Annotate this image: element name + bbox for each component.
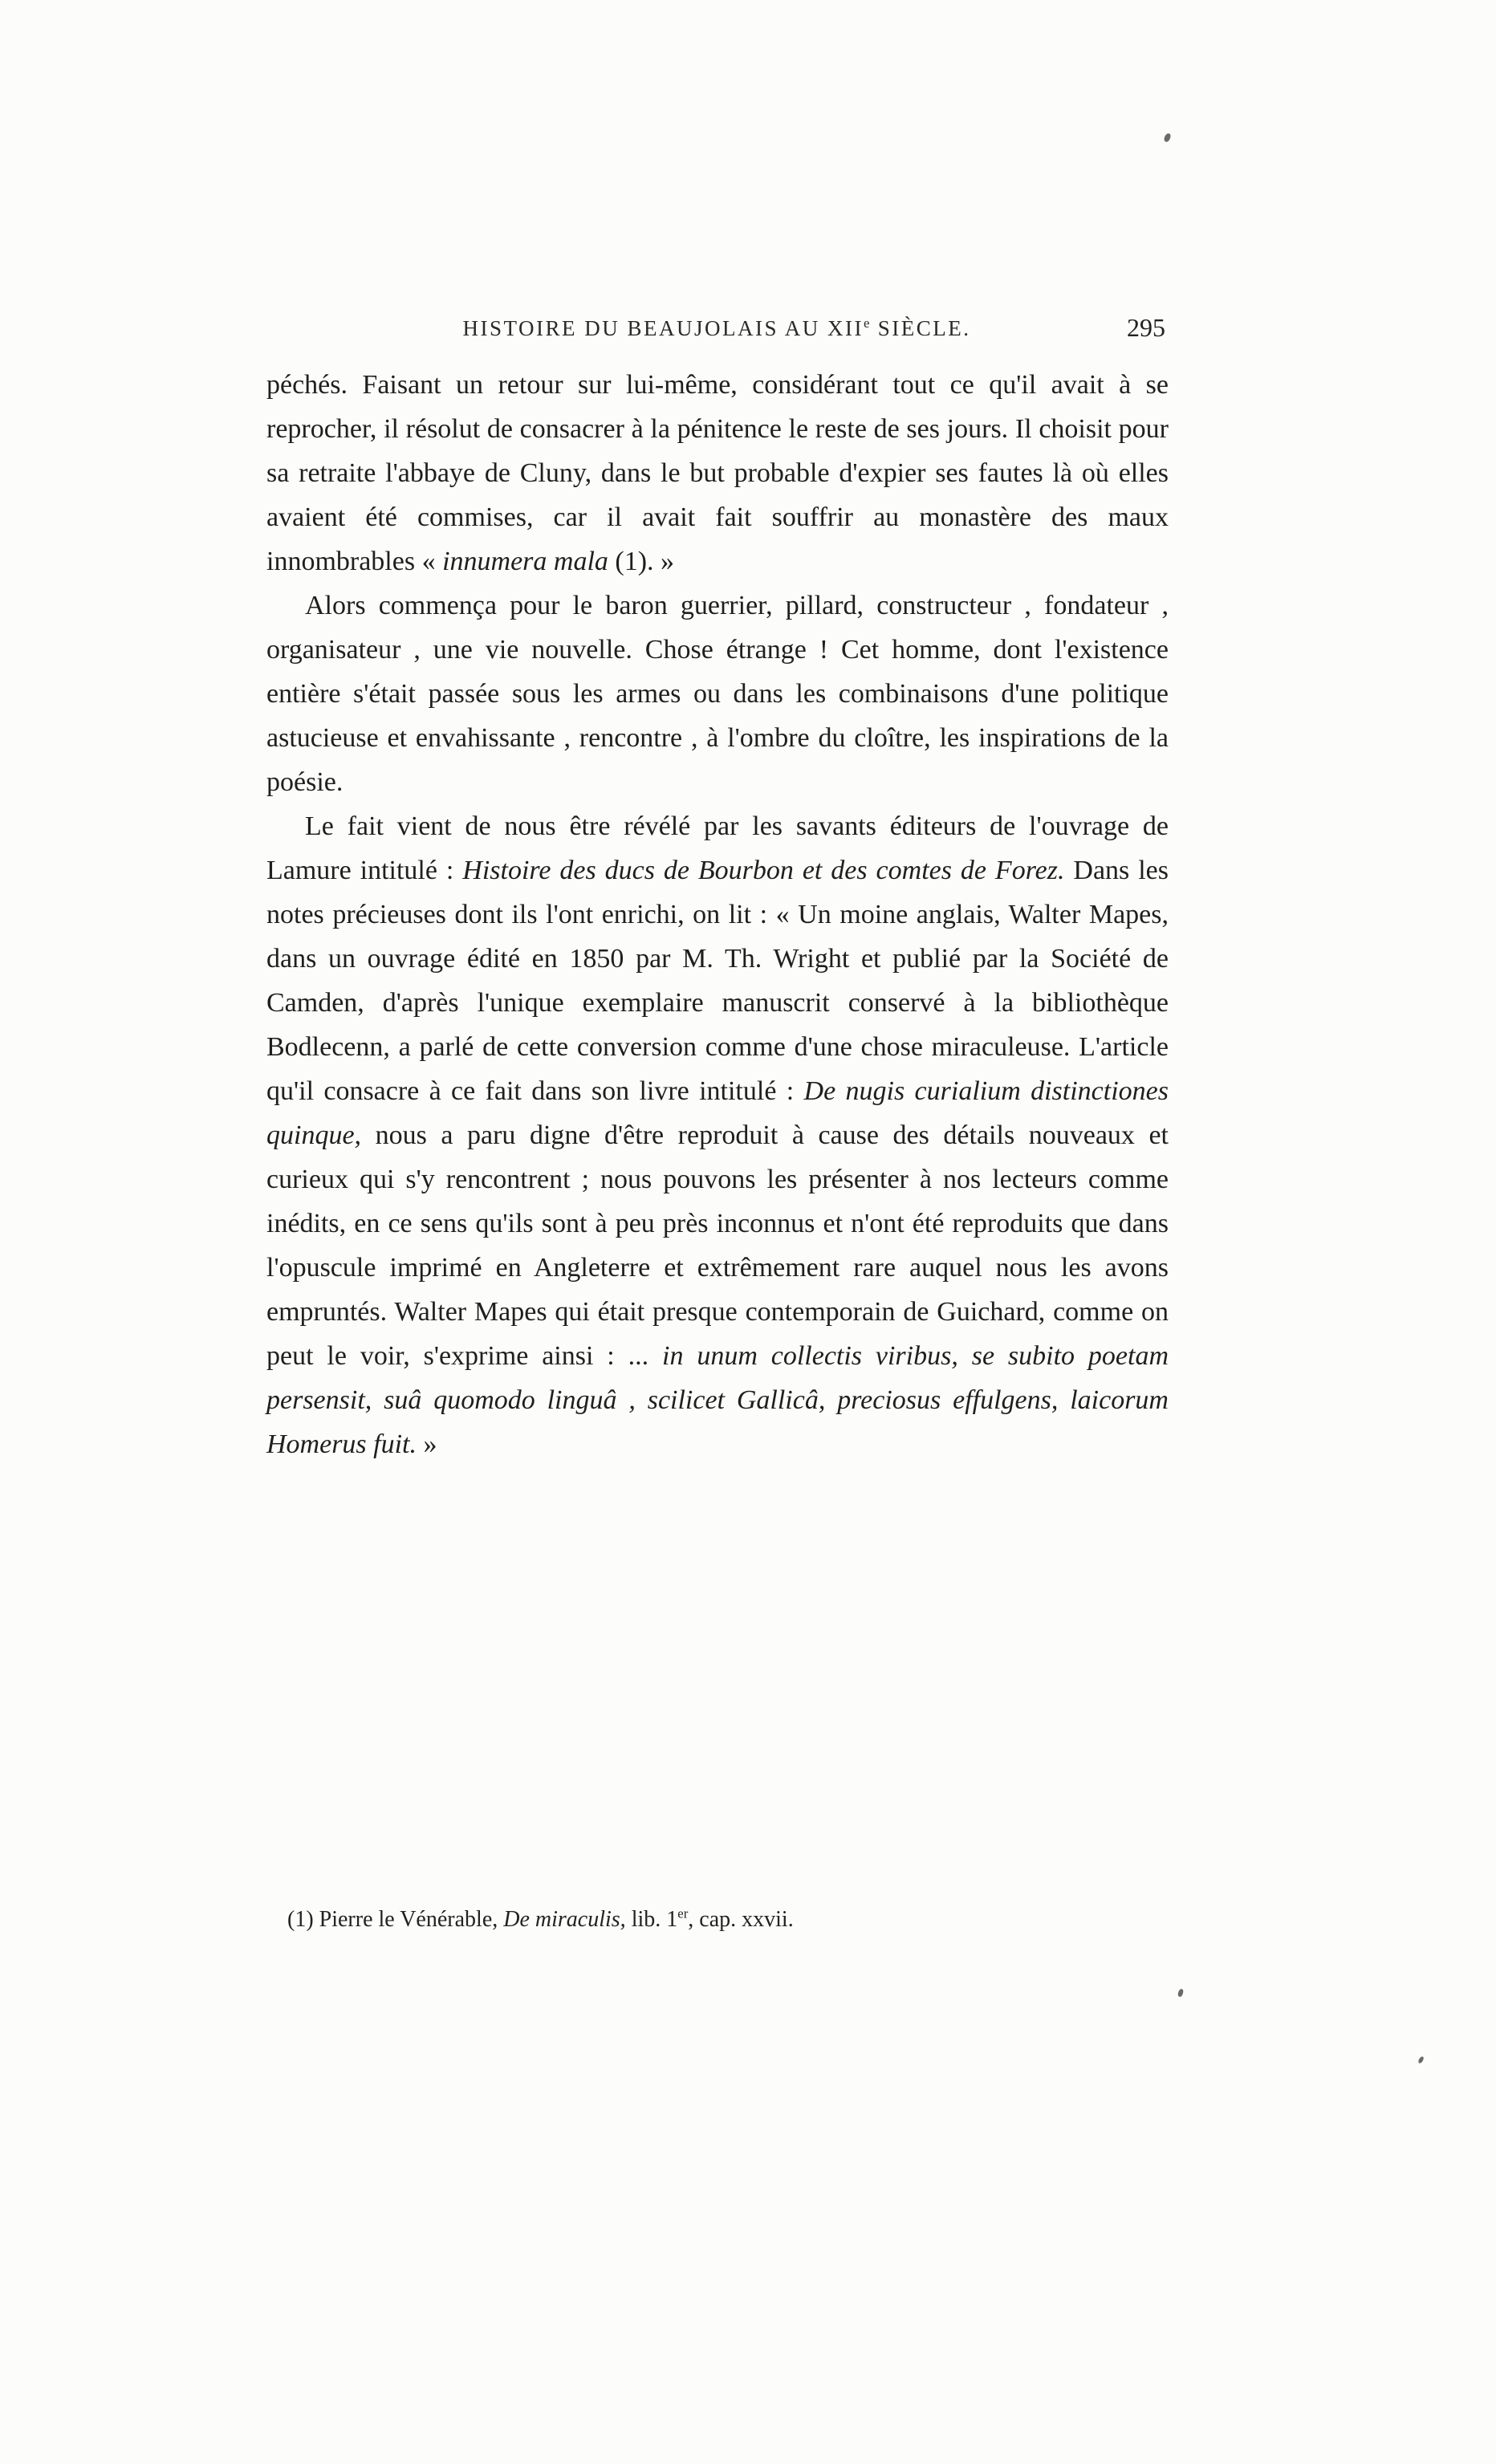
book-title-latin: De nugis curialium distinctiones quinque, <box>266 1076 1169 1150</box>
book-title: Histoire des ducs de Bourbon et des comtes de Forez. <box>462 856 1065 885</box>
footnote-reference: lib. 1 <box>625 1907 678 1932</box>
footnote-work-title: De miraculis, <box>503 1907 626 1932</box>
ink-speck <box>1417 2055 1424 2063</box>
latin-quotation: in unum collectis viribus, se subito poetam persensit, suâ quomodo linguâ , scilicet Gallicâ, preciosus effulgens, laicorum Homerus fuit. <box>266 1341 1169 1459</box>
page-header <box>266 313 1167 348</box>
body-text <box>266 363 1169 1466</box>
paragraph-1 <box>266 363 1169 583</box>
running-title-superscript: e <box>864 315 871 331</box>
running-title <box>266 316 1167 341</box>
paragraph-3-text-2: Dans les notes précieuses dont ils l'ont enrichi, on lit : « Un moine anglais, Walter Mapes, dans un ouvrage édité en 1850 par M. Th. Wright et publié par la Société de Camden, d'après l'unique exemplaire manuscrit conservé à la bibliothèque Bodlecenn, a parlé de cette conversion comme d'une chose miraculeuse. L'article qu'il consacre à ce fait dans son livre intitulé : <box>266 856 1169 1106</box>
ink-speck <box>1177 1988 1184 1997</box>
ink-speck <box>1163 132 1171 143</box>
paragraph-2-text: Alors commença pour le baron guerrier, pillard, constructeur , fondateur , organisateur , une vie nouvelle. Chose étrange ! Cet homme, dont l'existence entière s'était passée sous les armes ou dans les combinaisons d'une politique astucieuse et envahissante , rencontre , à l'ombre du cloître, les inspirations de la poésie. <box>266 591 1169 797</box>
footnote <box>287 1904 1167 1936</box>
footnote-superscript: er <box>677 1905 689 1921</box>
footnote-text: (1) Pierre le Vénérable, <box>287 1907 504 1932</box>
paragraph-1-end: (1). » <box>608 547 675 576</box>
footnote-tail: , cap. xxvii. <box>688 1907 794 1932</box>
page-number: 295 <box>1127 313 1165 342</box>
paragraph-2 <box>266 583 1169 804</box>
latin-phrase: innumera mala <box>442 547 608 576</box>
paragraph-3 <box>266 804 1169 1466</box>
paragraph-1-text: péchés. Faisant un retour sur lui-même, considérant tout ce qu'il avait à se reprocher, il résolut de consacrer à la pénitence le reste de ses jours. Il choisit pour sa retraite l'abbaye de Cluny, dans le but probable d'expier ses fautes là où elles avaient été commises, car il avait fait souffrir au monastère des maux innombrables « <box>266 370 1169 576</box>
paragraph-3-text-3: nous a paru digne d'être reproduit à cause des détails nouveaux et curieux qui s'y rencontrent ; nous pouvons les présenter à nos lecteurs comme inédits, en ce sens qu'ils sont à peu près inconnus et n'ont été reproduits que dans l'opuscule imprimé en Angleterre et extrêmement rare auquel nous les avons empruntés. Walter Mapes qui était presque contemporain de Guichard, comme on peut le voir, s'exprime ainsi : ... <box>266 1120 1169 1371</box>
running-title-rest: SIÈCLE. <box>870 316 971 340</box>
paragraph-3-text: Le fait vient de nous être révélé par les savants éditeurs de l'ouvrage de Lamure intitulé : <box>266 811 1169 885</box>
running-title-text: HISTOIRE DU BEAUJOLAIS AU XII <box>462 316 864 340</box>
paragraph-3-end: » <box>417 1429 437 1459</box>
